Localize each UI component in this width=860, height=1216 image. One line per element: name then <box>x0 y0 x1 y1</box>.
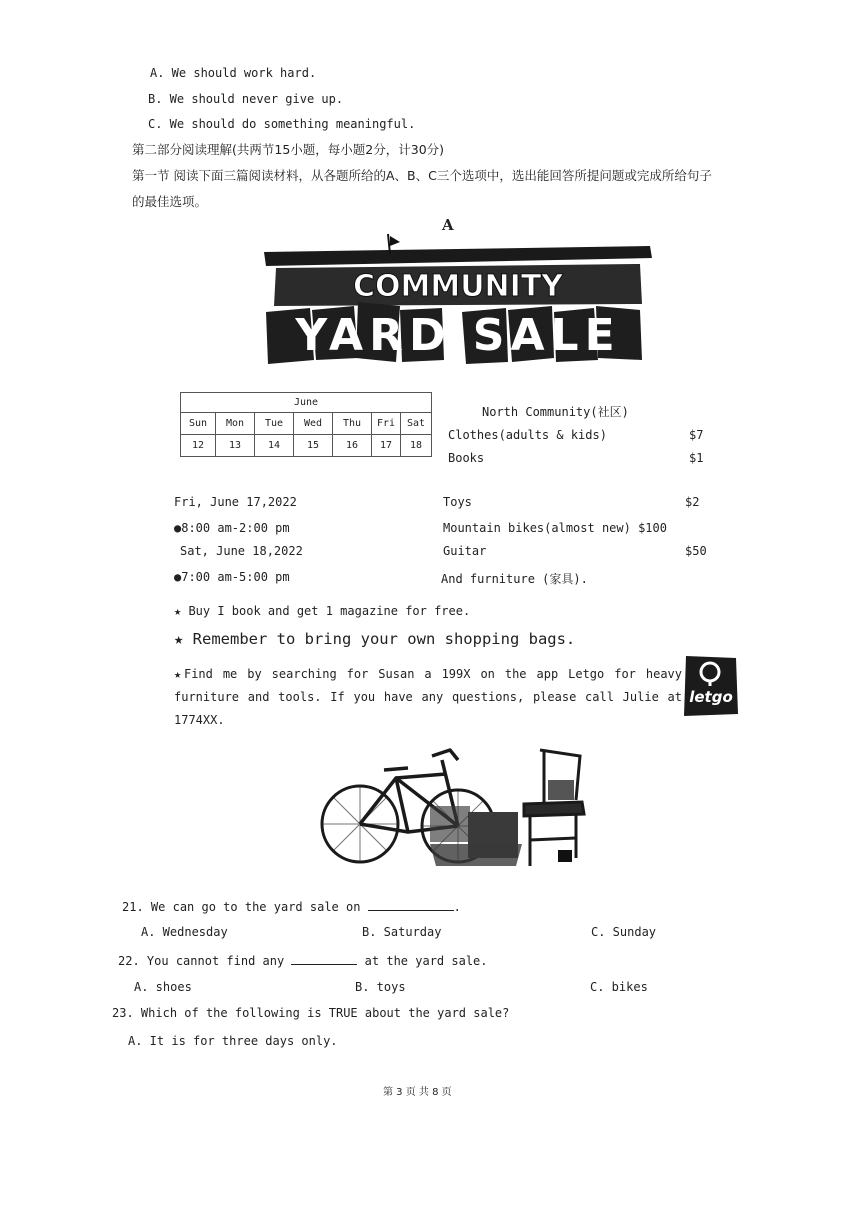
q22-option-c[interactable]: C. bikes <box>590 980 648 994</box>
page-footer: 第 3 页 共 8 页 <box>383 1087 452 1098</box>
calendar-day: Tue <box>255 413 294 435</box>
q21-option-a[interactable]: A. Wednesday <box>141 925 228 939</box>
calendar-date: 18 <box>401 435 432 457</box>
banner-line2: YARD SALE <box>295 310 621 361</box>
section-heading: 第二部分阅读理解(共两节15小题，每小题2分，计30分) <box>132 142 445 157</box>
item-price: $7 <box>689 428 704 442</box>
section-instructions-line1: 第一节 阅读下面三篇阅读材料，从各题所给的A、B、C三个选项中，选出能回答所提问题或完成所给句子 <box>132 168 712 183</box>
note-magazine: ★ Buy I book and get 1 magazine for free. <box>174 604 471 618</box>
schedule-date: Fri, June 17,2022 <box>174 495 297 509</box>
calendar-day: Sat <box>401 413 432 435</box>
banner-line1: COMMUNITY <box>352 269 564 304</box>
q22-option-b[interactable]: B. toys <box>355 980 406 994</box>
answer-blank <box>291 953 357 965</box>
calendar-day: Mon <box>216 413 255 435</box>
note-letgo-line2: furniture and tools. If you have any questions, please call Julie at <box>174 690 682 704</box>
passage-letter: A <box>442 216 454 234</box>
item-price: $50 <box>685 544 707 558</box>
prev-option-b: B. We should never give up. <box>148 92 344 106</box>
letgo-logo <box>682 654 740 718</box>
yard-sale-banner <box>262 232 654 372</box>
answer-blank <box>368 899 454 911</box>
calendar-date: 15 <box>294 435 333 457</box>
item-price: $1 <box>689 451 704 465</box>
prev-option-a: A. We should work hard. <box>150 66 317 80</box>
calendar-day: Thu <box>333 413 372 435</box>
q22-option-a[interactable]: A. shoes <box>134 980 192 994</box>
schedule-date: Sat, June 18,2022 <box>180 544 303 558</box>
calendar-date: 17 <box>372 435 401 457</box>
calendar-day: Sun <box>181 413 216 435</box>
q21-option-c[interactable]: C. Sunday <box>591 925 657 939</box>
svg-text:letgo: letgo <box>689 688 733 706</box>
prev-option-c: C. We should do something meaningful. <box>148 117 416 131</box>
location: North Community(社区) <box>482 405 629 419</box>
schedule-time: ●7:00 am-5:00 pm <box>174 570 290 584</box>
item-name: Guitar <box>443 544 487 558</box>
item-name: And furniture (家具). <box>441 572 588 586</box>
item-name: Toys <box>443 495 472 509</box>
section-instructions-line2: 的最佳选项。 <box>132 194 208 209</box>
item-name: Clothes(adults & kids) <box>448 428 607 442</box>
question-23: 23. Which of the following is TRUE about the yard sale? <box>112 1006 510 1020</box>
bicycle-furniture-illustration <box>318 740 590 876</box>
note-letgo-line3: 1774XX. <box>174 713 225 727</box>
calendar-date: 14 <box>255 435 294 457</box>
calendar-month: June <box>181 393 432 413</box>
question-22: 22. You cannot find any at the yard sale. <box>118 954 488 968</box>
calendar-date: 12 <box>181 435 216 457</box>
q21-option-b[interactable]: B. Saturday <box>362 925 442 939</box>
calendar-date: 16 <box>333 435 372 457</box>
q23-option-a[interactable]: A. It is for three days only. <box>128 1034 338 1048</box>
item-name: Books <box>448 451 485 465</box>
calendar-date: 13 <box>216 435 255 457</box>
item-price: $2 <box>685 495 700 509</box>
calendar-day: Wed <box>294 413 333 435</box>
note-letgo-line1: ★Find me by searching for Susan a 199X on the app Letgo for heavy <box>174 667 682 681</box>
note-bags: ★ Remember to bring your own shopping bags. <box>174 630 576 648</box>
calendar-day: Fri <box>372 413 401 435</box>
june-calendar <box>180 392 432 457</box>
item-name: Mountain bikes(almost new) $100 <box>443 521 667 535</box>
question-21: 21. We can go to the yard sale on . <box>122 900 461 914</box>
schedule-time: ●8:00 am-2:00 pm <box>174 521 290 535</box>
